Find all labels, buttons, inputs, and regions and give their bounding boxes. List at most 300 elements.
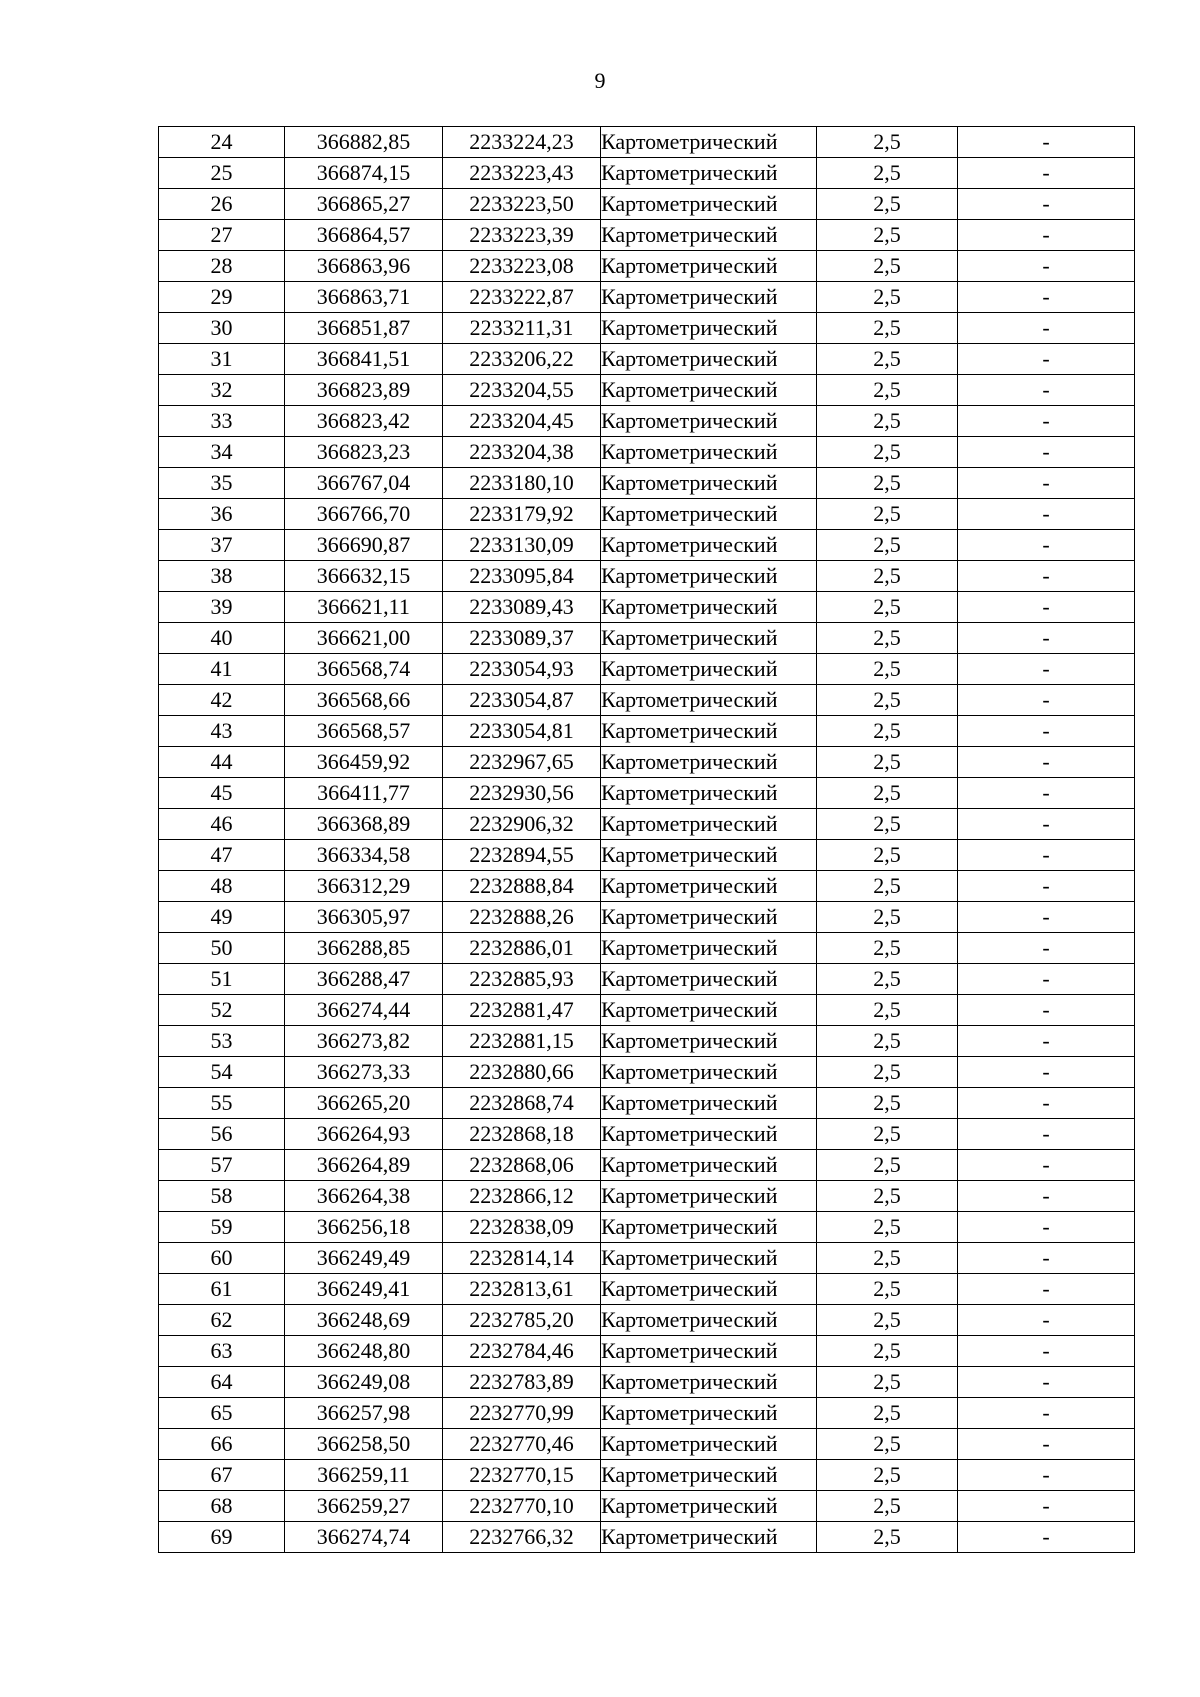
accuracy-cell: 2,5 <box>817 437 958 468</box>
x-coordinate-cell: 366767,04 <box>285 468 443 499</box>
accuracy-cell: 2,5 <box>817 1150 958 1181</box>
point-number-cell: 30 <box>159 313 285 344</box>
coordinates-table-body <box>159 127 1135 1553</box>
x-coordinate-cell: 366249,49 <box>285 1243 443 1274</box>
y-coordinate-cell: 2232885,93 <box>443 964 601 995</box>
point-number-cell: 66 <box>159 1429 285 1460</box>
x-coordinate-cell: 366568,74 <box>285 654 443 685</box>
accuracy-cell: 2,5 <box>817 1181 958 1212</box>
table-row <box>159 933 1135 964</box>
x-coordinate-cell: 366459,92 <box>285 747 443 778</box>
description-cell: - <box>958 871 1135 902</box>
x-coordinate-cell: 366568,66 <box>285 685 443 716</box>
table-row <box>159 654 1135 685</box>
table-row <box>159 1460 1135 1491</box>
accuracy-cell: 2,5 <box>817 220 958 251</box>
table-row <box>159 747 1135 778</box>
description-cell: - <box>958 530 1135 561</box>
table-row <box>159 1274 1135 1305</box>
y-coordinate-cell: 2232967,65 <box>443 747 601 778</box>
method-cell: Картометрический <box>601 964 817 995</box>
point-number-cell: 33 <box>159 406 285 437</box>
description-cell: - <box>958 1429 1135 1460</box>
point-number-cell: 52 <box>159 995 285 1026</box>
method-cell: Картометрический <box>601 561 817 592</box>
accuracy-cell: 2,5 <box>817 1491 958 1522</box>
accuracy-cell: 2,5 <box>817 1305 958 1336</box>
method-cell: Картометрический <box>601 189 817 220</box>
x-coordinate-cell: 366851,87 <box>285 313 443 344</box>
x-coordinate-cell: 366273,82 <box>285 1026 443 1057</box>
x-coordinate-cell: 366621,11 <box>285 592 443 623</box>
accuracy-cell: 2,5 <box>817 1212 958 1243</box>
description-cell: - <box>958 1367 1135 1398</box>
accuracy-cell: 2,5 <box>817 1398 958 1429</box>
point-number-cell: 56 <box>159 1119 285 1150</box>
x-coordinate-cell: 366249,08 <box>285 1367 443 1398</box>
x-coordinate-cell: 366823,89 <box>285 375 443 406</box>
x-coordinate-cell: 366368,89 <box>285 809 443 840</box>
description-cell: - <box>958 499 1135 530</box>
point-number-cell: 42 <box>159 685 285 716</box>
method-cell: Картометрический <box>601 778 817 809</box>
method-cell: Картометрический <box>601 127 817 158</box>
point-number-cell: 29 <box>159 282 285 313</box>
table-row <box>159 1522 1135 1553</box>
accuracy-cell: 2,5 <box>817 375 958 406</box>
method-cell: Картометрический <box>601 344 817 375</box>
x-coordinate-cell: 366274,44 <box>285 995 443 1026</box>
page-number: 9 <box>594 68 606 93</box>
description-cell: - <box>958 158 1135 189</box>
y-coordinate-cell: 2233089,43 <box>443 592 601 623</box>
coordinates-table <box>158 126 1135 1553</box>
point-number-cell: 63 <box>159 1336 285 1367</box>
table-row <box>159 902 1135 933</box>
method-cell: Картометрический <box>601 1119 817 1150</box>
description-cell: - <box>958 561 1135 592</box>
x-coordinate-cell: 366288,85 <box>285 933 443 964</box>
accuracy-cell: 2,5 <box>817 871 958 902</box>
description-cell: - <box>958 251 1135 282</box>
method-cell: Картометрический <box>601 282 817 313</box>
y-coordinate-cell: 2232770,10 <box>443 1491 601 1522</box>
table-row <box>159 406 1135 437</box>
y-coordinate-cell: 2232785,20 <box>443 1305 601 1336</box>
x-coordinate-cell: 366865,27 <box>285 189 443 220</box>
table-row <box>159 716 1135 747</box>
x-coordinate-cell: 366264,93 <box>285 1119 443 1150</box>
description-cell: - <box>958 127 1135 158</box>
table-row <box>159 1057 1135 1088</box>
x-coordinate-cell: 366823,42 <box>285 406 443 437</box>
method-cell: Картометрический <box>601 840 817 871</box>
point-number-cell: 32 <box>159 375 285 406</box>
accuracy-cell: 2,5 <box>817 468 958 499</box>
description-cell: - <box>958 375 1135 406</box>
accuracy-cell: 2,5 <box>817 1522 958 1553</box>
table-row <box>159 282 1135 313</box>
point-number-cell: 46 <box>159 809 285 840</box>
x-coordinate-cell: 366258,50 <box>285 1429 443 1460</box>
method-cell: Картометрический <box>601 158 817 189</box>
description-cell: - <box>958 468 1135 499</box>
method-cell: Картометрический <box>601 437 817 468</box>
point-number-cell: 61 <box>159 1274 285 1305</box>
y-coordinate-cell: 2232906,32 <box>443 809 601 840</box>
point-number-cell: 64 <box>159 1367 285 1398</box>
y-coordinate-cell: 2233223,08 <box>443 251 601 282</box>
method-cell: Картометрический <box>601 685 817 716</box>
x-coordinate-cell: 366690,87 <box>285 530 443 561</box>
description-cell: - <box>958 406 1135 437</box>
x-coordinate-cell: 366882,85 <box>285 127 443 158</box>
point-number-cell: 35 <box>159 468 285 499</box>
table-row <box>159 1181 1135 1212</box>
y-coordinate-cell: 2232866,12 <box>443 1181 601 1212</box>
method-cell: Картометрический <box>601 220 817 251</box>
accuracy-cell: 2,5 <box>817 344 958 375</box>
y-coordinate-cell: 2233204,55 <box>443 375 601 406</box>
point-number-cell: 47 <box>159 840 285 871</box>
table-row <box>159 1212 1135 1243</box>
y-coordinate-cell: 2233130,09 <box>443 530 601 561</box>
table-row <box>159 809 1135 840</box>
accuracy-cell: 2,5 <box>817 1274 958 1305</box>
table-row <box>159 1491 1135 1522</box>
y-coordinate-cell: 2233179,92 <box>443 499 601 530</box>
y-coordinate-cell: 2232888,84 <box>443 871 601 902</box>
method-cell: Картометрический <box>601 592 817 623</box>
y-coordinate-cell: 2232880,66 <box>443 1057 601 1088</box>
point-number-cell: 31 <box>159 344 285 375</box>
x-coordinate-cell: 366766,70 <box>285 499 443 530</box>
y-coordinate-cell: 2233206,22 <box>443 344 601 375</box>
y-coordinate-cell: 2232814,14 <box>443 1243 601 1274</box>
y-coordinate-cell: 2232784,46 <box>443 1336 601 1367</box>
description-cell: - <box>958 1274 1135 1305</box>
accuracy-cell: 2,5 <box>817 840 958 871</box>
table-row <box>159 1150 1135 1181</box>
x-coordinate-cell: 366264,38 <box>285 1181 443 1212</box>
y-coordinate-cell: 2233095,84 <box>443 561 601 592</box>
y-coordinate-cell: 2233204,38 <box>443 437 601 468</box>
accuracy-cell: 2,5 <box>817 251 958 282</box>
table-row <box>159 685 1135 716</box>
x-coordinate-cell: 366259,27 <box>285 1491 443 1522</box>
accuracy-cell: 2,5 <box>817 1336 958 1367</box>
method-cell: Картометрический <box>601 1088 817 1119</box>
x-coordinate-cell: 366621,00 <box>285 623 443 654</box>
description-cell: - <box>958 747 1135 778</box>
y-coordinate-cell: 2233180,10 <box>443 468 601 499</box>
point-number-cell: 50 <box>159 933 285 964</box>
description-cell: - <box>958 995 1135 1026</box>
method-cell: Картометрический <box>601 1274 817 1305</box>
description-cell: - <box>958 1460 1135 1491</box>
table-row <box>159 313 1135 344</box>
x-coordinate-cell: 366248,69 <box>285 1305 443 1336</box>
method-cell: Картометрический <box>601 1336 817 1367</box>
table-row <box>159 964 1135 995</box>
y-coordinate-cell: 2233054,93 <box>443 654 601 685</box>
accuracy-cell: 2,5 <box>817 685 958 716</box>
method-cell: Картометрический <box>601 654 817 685</box>
description-cell: - <box>958 1305 1135 1336</box>
point-number-cell: 43 <box>159 716 285 747</box>
point-number-cell: 25 <box>159 158 285 189</box>
description-cell: - <box>958 1026 1135 1057</box>
table-row <box>159 778 1135 809</box>
description-cell: - <box>958 1522 1135 1553</box>
x-coordinate-cell: 366632,15 <box>285 561 443 592</box>
method-cell: Картометрический <box>601 809 817 840</box>
accuracy-cell: 2,5 <box>817 313 958 344</box>
description-cell: - <box>958 1181 1135 1212</box>
y-coordinate-cell: 2233054,81 <box>443 716 601 747</box>
accuracy-cell: 2,5 <box>817 809 958 840</box>
method-cell: Картометрический <box>601 1367 817 1398</box>
method-cell: Картометрический <box>601 251 817 282</box>
method-cell: Картометрический <box>601 1150 817 1181</box>
method-cell: Картометрический <box>601 499 817 530</box>
description-cell: - <box>958 592 1135 623</box>
description-cell: - <box>958 902 1135 933</box>
point-number-cell: 41 <box>159 654 285 685</box>
method-cell: Картометрический <box>601 1212 817 1243</box>
description-cell: - <box>958 313 1135 344</box>
description-cell: - <box>958 716 1135 747</box>
table-row <box>159 127 1135 158</box>
y-coordinate-cell: 2233054,87 <box>443 685 601 716</box>
point-number-cell: 65 <box>159 1398 285 1429</box>
table-row <box>159 530 1135 561</box>
x-coordinate-cell: 366273,33 <box>285 1057 443 1088</box>
y-coordinate-cell: 2233089,37 <box>443 623 601 654</box>
table-row <box>159 468 1135 499</box>
table-row <box>159 1305 1135 1336</box>
y-coordinate-cell: 2233223,50 <box>443 189 601 220</box>
table-row <box>159 871 1135 902</box>
table-row <box>159 1088 1135 1119</box>
method-cell: Картометрический <box>601 530 817 561</box>
method-cell: Картометрический <box>601 716 817 747</box>
x-coordinate-cell: 366274,74 <box>285 1522 443 1553</box>
table-row <box>159 375 1135 406</box>
method-cell: Картометрический <box>601 1181 817 1212</box>
accuracy-cell: 2,5 <box>817 499 958 530</box>
description-cell: - <box>958 933 1135 964</box>
description-cell: - <box>958 344 1135 375</box>
point-number-cell: 39 <box>159 592 285 623</box>
table-row <box>159 1367 1135 1398</box>
point-number-cell: 36 <box>159 499 285 530</box>
method-cell: Картометрический <box>601 871 817 902</box>
accuracy-cell: 2,5 <box>817 189 958 220</box>
table-row <box>159 1026 1135 1057</box>
point-number-cell: 69 <box>159 1522 285 1553</box>
x-coordinate-cell: 366568,57 <box>285 716 443 747</box>
table-row <box>159 189 1135 220</box>
description-cell: - <box>958 1491 1135 1522</box>
description-cell: - <box>958 1150 1135 1181</box>
accuracy-cell: 2,5 <box>817 964 958 995</box>
method-cell: Картометрический <box>601 1057 817 1088</box>
method-cell: Картометрический <box>601 1398 817 1429</box>
table-row <box>159 592 1135 623</box>
accuracy-cell: 2,5 <box>817 1088 958 1119</box>
y-coordinate-cell: 2232783,89 <box>443 1367 601 1398</box>
point-number-cell: 53 <box>159 1026 285 1057</box>
y-coordinate-cell: 2232881,47 <box>443 995 601 1026</box>
point-number-cell: 40 <box>159 623 285 654</box>
method-cell: Картометрический <box>601 995 817 1026</box>
description-cell: - <box>958 1212 1135 1243</box>
point-number-cell: 60 <box>159 1243 285 1274</box>
method-cell: Картометрический <box>601 902 817 933</box>
accuracy-cell: 2,5 <box>817 995 958 1026</box>
point-number-cell: 34 <box>159 437 285 468</box>
description-cell: - <box>958 1336 1135 1367</box>
y-coordinate-cell: 2233223,43 <box>443 158 601 189</box>
accuracy-cell: 2,5 <box>817 1460 958 1491</box>
table-row <box>159 1429 1135 1460</box>
table-row <box>159 561 1135 592</box>
accuracy-cell: 2,5 <box>817 654 958 685</box>
accuracy-cell: 2,5 <box>817 778 958 809</box>
point-number-cell: 57 <box>159 1150 285 1181</box>
description-cell: - <box>958 189 1135 220</box>
table-row <box>159 1243 1135 1274</box>
point-number-cell: 26 <box>159 189 285 220</box>
point-number-cell: 58 <box>159 1181 285 1212</box>
method-cell: Картометрический <box>601 313 817 344</box>
x-coordinate-cell: 366863,96 <box>285 251 443 282</box>
point-number-cell: 68 <box>159 1491 285 1522</box>
accuracy-cell: 2,5 <box>817 592 958 623</box>
accuracy-cell: 2,5 <box>817 933 958 964</box>
y-coordinate-cell: 2232894,55 <box>443 840 601 871</box>
x-coordinate-cell: 366265,20 <box>285 1088 443 1119</box>
accuracy-cell: 2,5 <box>817 282 958 313</box>
y-coordinate-cell: 2232868,18 <box>443 1119 601 1150</box>
method-cell: Картометрический <box>601 406 817 437</box>
point-number-cell: 24 <box>159 127 285 158</box>
description-cell: - <box>958 778 1135 809</box>
method-cell: Картометрический <box>601 1243 817 1274</box>
y-coordinate-cell: 2232838,09 <box>443 1212 601 1243</box>
table-row <box>159 220 1135 251</box>
x-coordinate-cell: 366411,77 <box>285 778 443 809</box>
method-cell: Картометрический <box>601 1305 817 1336</box>
x-coordinate-cell: 366334,58 <box>285 840 443 871</box>
description-cell: - <box>958 809 1135 840</box>
x-coordinate-cell: 366257,98 <box>285 1398 443 1429</box>
point-number-cell: 37 <box>159 530 285 561</box>
method-cell: Картометрический <box>601 623 817 654</box>
accuracy-cell: 2,5 <box>817 530 958 561</box>
accuracy-cell: 2,5 <box>817 1119 958 1150</box>
point-number-cell: 44 <box>159 747 285 778</box>
table-row <box>159 1398 1135 1429</box>
accuracy-cell: 2,5 <box>817 561 958 592</box>
point-number-cell: 67 <box>159 1460 285 1491</box>
x-coordinate-cell: 366264,89 <box>285 1150 443 1181</box>
table-row <box>159 995 1135 1026</box>
point-number-cell: 45 <box>159 778 285 809</box>
description-cell: - <box>958 685 1135 716</box>
description-cell: - <box>958 1119 1135 1150</box>
x-coordinate-cell: 366312,29 <box>285 871 443 902</box>
x-coordinate-cell: 366249,41 <box>285 1274 443 1305</box>
y-coordinate-cell: 2232766,32 <box>443 1522 601 1553</box>
accuracy-cell: 2,5 <box>817 1429 958 1460</box>
description-cell: - <box>958 282 1135 313</box>
x-coordinate-cell: 366256,18 <box>285 1212 443 1243</box>
x-coordinate-cell: 366823,23 <box>285 437 443 468</box>
x-coordinate-cell: 366248,80 <box>285 1336 443 1367</box>
y-coordinate-cell: 2232930,56 <box>443 778 601 809</box>
y-coordinate-cell: 2232813,61 <box>443 1274 601 1305</box>
point-number-cell: 51 <box>159 964 285 995</box>
accuracy-cell: 2,5 <box>817 716 958 747</box>
point-number-cell: 49 <box>159 902 285 933</box>
x-coordinate-cell: 366864,57 <box>285 220 443 251</box>
x-coordinate-cell: 366288,47 <box>285 964 443 995</box>
y-coordinate-cell: 2232881,15 <box>443 1026 601 1057</box>
description-cell: - <box>958 1088 1135 1119</box>
accuracy-cell: 2,5 <box>817 127 958 158</box>
description-cell: - <box>958 840 1135 871</box>
method-cell: Картометрический <box>601 933 817 964</box>
method-cell: Картометрический <box>601 747 817 778</box>
description-cell: - <box>958 1243 1135 1274</box>
description-cell: - <box>958 654 1135 685</box>
point-number-cell: 28 <box>159 251 285 282</box>
x-coordinate-cell: 366874,15 <box>285 158 443 189</box>
point-number-cell: 59 <box>159 1212 285 1243</box>
table-row <box>159 499 1135 530</box>
point-number-cell: 54 <box>159 1057 285 1088</box>
table-row <box>159 840 1135 871</box>
accuracy-cell: 2,5 <box>817 747 958 778</box>
accuracy-cell: 2,5 <box>817 1026 958 1057</box>
description-cell: - <box>958 437 1135 468</box>
y-coordinate-cell: 2232770,46 <box>443 1429 601 1460</box>
y-coordinate-cell: 2232868,06 <box>443 1150 601 1181</box>
table-row <box>159 158 1135 189</box>
description-cell: - <box>958 623 1135 654</box>
x-coordinate-cell: 366863,71 <box>285 282 443 313</box>
table-row <box>159 1336 1135 1367</box>
y-coordinate-cell: 2232886,01 <box>443 933 601 964</box>
x-coordinate-cell: 366841,51 <box>285 344 443 375</box>
method-cell: Картометрический <box>601 1429 817 1460</box>
table-row <box>159 1119 1135 1150</box>
x-coordinate-cell: 366305,97 <box>285 902 443 933</box>
method-cell: Картометрический <box>601 375 817 406</box>
accuracy-cell: 2,5 <box>817 1057 958 1088</box>
accuracy-cell: 2,5 <box>817 1367 958 1398</box>
description-cell: - <box>958 220 1135 251</box>
method-cell: Картометрический <box>601 1026 817 1057</box>
accuracy-cell: 2,5 <box>817 902 958 933</box>
y-coordinate-cell: 2233224,23 <box>443 127 601 158</box>
description-cell: - <box>958 1398 1135 1429</box>
accuracy-cell: 2,5 <box>817 406 958 437</box>
x-coordinate-cell: 366259,11 <box>285 1460 443 1491</box>
method-cell: Картометрический <box>601 468 817 499</box>
